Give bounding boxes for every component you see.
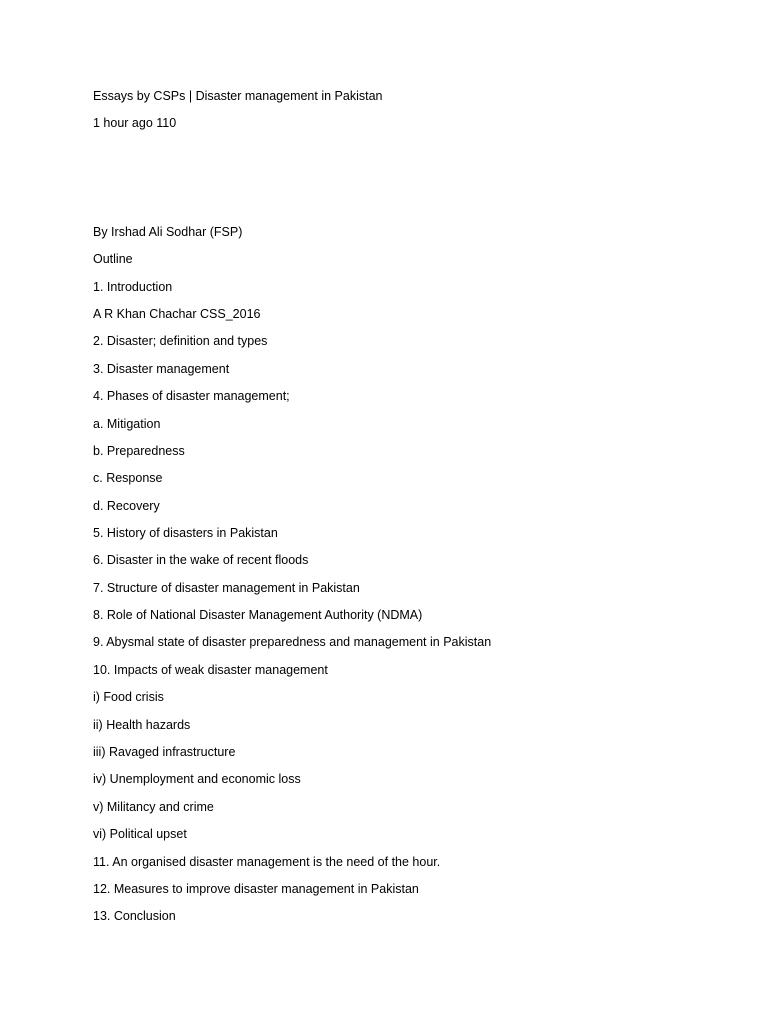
outline-item: iii) Ravaged infrastructure	[93, 745, 236, 759]
outline-item: 11. An organised disaster management is the need of the hour.	[93, 855, 441, 869]
outline-item: v) Militancy and crime	[93, 800, 214, 814]
document-title: Essays by CSPs | Disaster management in Pakistan	[93, 89, 383, 103]
outline-item: 12. Measures to improve disaster management in Pakistan	[93, 882, 419, 896]
outline-heading: Outline	[93, 252, 133, 266]
outline-item: 7. Structure of disaster management in Pakistan	[93, 581, 360, 595]
outline-item: 8. Role of National Disaster Management Authority (NDMA)	[93, 608, 423, 622]
outline-item: 9. Abysmal state of disaster preparedness and management in Pakistan	[93, 635, 492, 649]
outline-item: A R Khan Chachar CSS_2016	[93, 307, 261, 321]
outline-item: vi) Political upset	[93, 827, 187, 841]
outline-item: 6. Disaster in the wake of recent floods	[93, 553, 309, 567]
outline-item: iv) Unemployment and economic loss	[93, 772, 301, 786]
outline-item: b. Preparedness	[93, 444, 185, 458]
outline-item: ii) Health hazards	[93, 718, 191, 732]
outline-item: 5. History of disasters in Pakistan	[93, 526, 278, 540]
outline-item: d. Recovery	[93, 499, 160, 513]
outline-item: c. Response	[93, 471, 163, 485]
post-meta: 1 hour ago 110	[93, 116, 177, 130]
outline-item: 2. Disaster; definition and types	[93, 334, 268, 348]
author-line: By Irshad Ali Sodhar (FSP)	[93, 225, 243, 239]
outline-item: 3. Disaster management	[93, 362, 230, 376]
outline-item: 4. Phases of disaster management;	[93, 389, 290, 403]
outline-item: i) Food crisis	[93, 690, 164, 704]
outline-item: a. Mitigation	[93, 417, 161, 431]
outline-item: 1. Introduction	[93, 280, 173, 294]
outline-item: 10. Impacts of weak disaster management	[93, 663, 328, 677]
outline-item: 13. Conclusion	[93, 909, 176, 923]
